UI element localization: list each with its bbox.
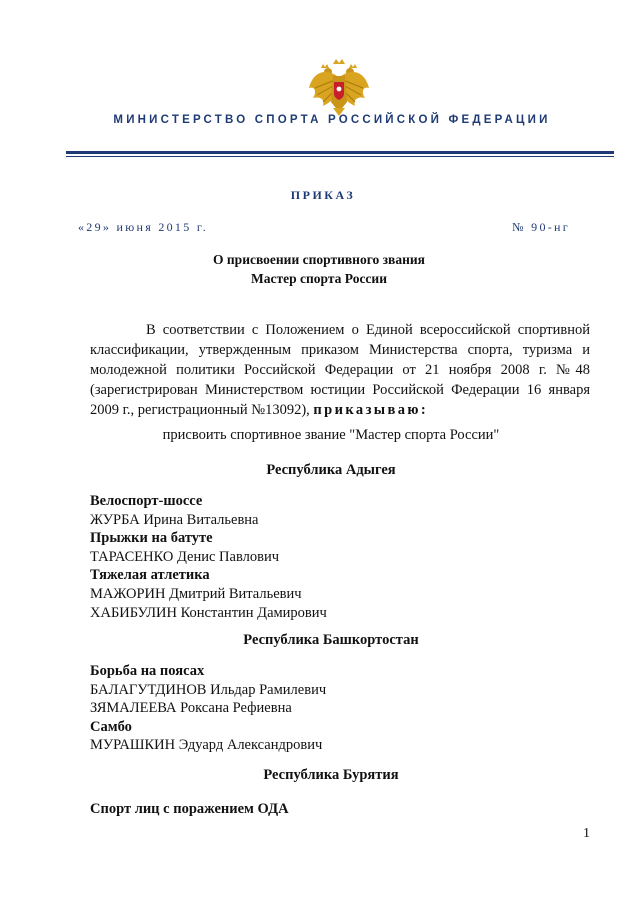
list-item-person: ЗЯМАЛЕЕВА Роксана Рефиевна <box>90 700 292 717</box>
header-rule-thick <box>66 151 614 154</box>
list-item-sport: Прыжки на батуте <box>90 530 213 547</box>
preamble-text: В соответствии с Положением о Единой всероссийской спортивной классификации, утвержденным приказом Министерства спорта, туризма и молодежной политики Российской Федерации от 21 ноября 2008 г. №48 (зарегистрирован Министерством юстиции Российской Федерации 16 января 2009 г., регистрационный №13092), <box>90 322 590 418</box>
list-item-sport: Самбо <box>90 718 132 735</box>
order-subject <box>0 250 638 288</box>
list-item-sport: Спорт лиц с поражением ОДА <box>90 801 289 817</box>
page-number: 1 <box>583 826 590 841</box>
list-item-person: ЖУРБА Ирина Витальевна <box>90 511 259 528</box>
russian-double-headed-eagle-icon <box>307 58 371 118</box>
list-item-sport: Тяжелая атлетика <box>90 567 210 584</box>
list-item-person: ХАБИБУЛИН Константин Дамирович <box>90 604 327 621</box>
list-item-person: БАЛАГУТДИНОВ Ильдар Рамилевич <box>90 681 327 698</box>
list-item-sport: Велоспорт-шоссе <box>90 493 203 509</box>
ministry-name: МИНИСТЕРСТВО СПОРТА РОССИЙСКОЙ ФЕДЕРАЦИИ <box>113 114 551 126</box>
header-rule-thin <box>66 156 614 157</box>
region-list-buryatia <box>90 800 590 819</box>
decree-word: приказываю: <box>313 402 429 418</box>
subject-line-2: Мастер спорта России <box>251 271 387 286</box>
region-heading-buryatia: Республика Бурятия <box>263 767 399 783</box>
order-title: ПРИКАЗ <box>290 188 356 202</box>
region-heading-bashkortostan: Республика Башкортостан <box>243 632 419 648</box>
region-list-adygea <box>90 492 590 622</box>
assign-statement: присвоить спортивное звание "Мастер спорта России" <box>162 427 500 443</box>
order-number: № 90-нг <box>512 220 570 234</box>
list-item-person: МАЖОРИН Дмитрий Витальевич <box>90 585 302 602</box>
list-item-sport: Борьба на поясах <box>90 663 205 679</box>
region-list-bashkortostan <box>90 662 590 755</box>
list-item-person: ТАРАСЕНКО Денис Павлович <box>90 548 280 565</box>
list-item-person: МУРАШКИН Эдуард Александрович <box>90 737 323 754</box>
subject-line-1: О присвоении спортивного звания <box>213 252 425 267</box>
order-date: «29» июня 2015 г. <box>78 220 208 234</box>
preamble-paragraph <box>90 320 590 420</box>
region-heading-adygea: Республика Адыгея <box>266 462 396 478</box>
